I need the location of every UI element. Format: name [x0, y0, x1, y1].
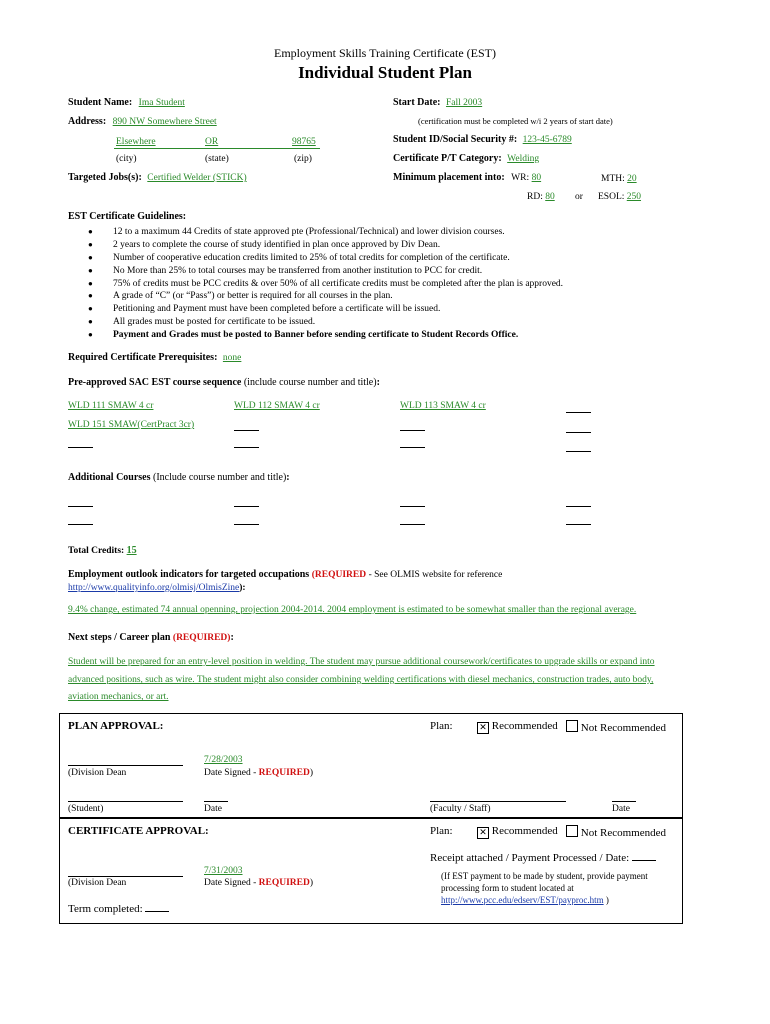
state-label: (state) [205, 154, 229, 164]
faculty-date-label: Date [612, 804, 630, 814]
targeted-jobs-label: Targeted Jobs(s): [68, 172, 142, 183]
course-2[interactable]: WLD 112 SMAW 4 cr [234, 401, 320, 411]
rd-label: RD: [527, 192, 543, 202]
next-steps-heading: Next steps / Career plan (REQUIRED): [68, 632, 234, 643]
wr-label: WR: [511, 173, 530, 183]
plan-approval-heading: PLAN APPROVAL: [68, 720, 164, 732]
guideline-item: ● 75% of credits must be PCC credits & over 50% of all certificate credits must be completed after the plan is approved. [88, 278, 708, 291]
mth-row [601, 174, 637, 184]
course-4[interactable]: WLD 151 SMAW(CertPract 3cr) [68, 420, 195, 430]
not-recommended-checkbox[interactable] [566, 720, 578, 732]
guidelines-heading: EST Certificate Guidelines: [68, 211, 187, 222]
esol-row [598, 192, 641, 202]
state-value[interactable]: OR [205, 137, 219, 147]
wr-value[interactable]: 80 [531, 173, 542, 183]
total-credits-label: Total Credits: [68, 546, 125, 556]
zip-label: (zip) [294, 154, 312, 164]
faculty-sign-label: (Faculty / Staff) [430, 804, 491, 814]
guideline-item: ● No More than 25% to total courses may be transferred from another institution to PCC for credit. [88, 265, 708, 278]
recommended-label: Recommended [491, 720, 558, 732]
student-date-label: Date [204, 804, 222, 814]
cert-required: REQUIRED [258, 878, 310, 888]
receipt-row [430, 852, 656, 864]
city-label: (city) [116, 154, 137, 164]
payment-link-row: http://www.pcc.edu/edserv/EST/payproc.htm ) [441, 895, 609, 905]
sequence-note: (include course number and title) [243, 377, 377, 388]
guideline-item: ● A grade of “C” (or “Pass”) or better is required for all courses in the plan. [88, 290, 708, 303]
guideline-item: ● Petitioning and Payment must have been completed before a certificate will be issued. [88, 303, 708, 316]
address-row [68, 116, 217, 127]
cert-dean-label: (Division Dean [68, 878, 127, 888]
start-date-row [393, 97, 482, 108]
category-label: Certificate P/T Category: [393, 153, 502, 164]
additional-heading: Additional Courses (Include course number and title): [68, 472, 290, 483]
placement-label: Minimum placement into: [393, 172, 505, 183]
or-text: or [575, 192, 583, 202]
zip-value[interactable]: 98765 [292, 137, 316, 147]
course-3[interactable]: WLD 113 SMAW 4 cr [400, 401, 486, 411]
plan-label: Plan: [430, 720, 453, 732]
esol-value[interactable]: 250 [626, 192, 642, 202]
course-1[interactable]: WLD 111 SMAW 4 cr [68, 401, 154, 411]
cert-recommended-option[interactable] [477, 825, 558, 839]
student-id-row [393, 134, 572, 145]
plan-dean-label: (Division Dean [68, 768, 127, 778]
prereq-value[interactable]: none [222, 353, 242, 363]
guideline-item: ● All grades must be posted for certificate to be issued. [88, 316, 708, 329]
plan-date-signed[interactable]: 7/28/2003 [204, 755, 243, 765]
mth-value[interactable]: 20 [627, 174, 637, 184]
guideline-item: ● Payment and Grades must be posted to Banner before sending certificate to Student Records Office. [88, 329, 708, 342]
outlook-label: Employment outlook indicators for targeted occupations [68, 569, 310, 580]
next-steps-label: Next steps / Career plan [68, 632, 171, 643]
total-credits-value[interactable]: 15 [126, 545, 137, 556]
next-steps-line-3[interactable]: aviation mechanics, or art. [68, 692, 169, 702]
cert-not-recommended-label: Not Recommended [580, 827, 666, 839]
address-label: Address: [68, 116, 107, 127]
cert-date-signed[interactable]: 7/31/2003 [204, 866, 243, 876]
cert-plan-label: Plan: [430, 825, 453, 837]
cert-recommended-checkbox[interactable]: ✕ [477, 827, 489, 839]
student-name-value[interactable]: Ima Student [138, 98, 185, 108]
receipt-label: Receipt attached / Payment Processed / Date: [430, 852, 630, 864]
student-id-value[interactable]: 123-45-6789 [522, 135, 572, 145]
prereq-row [68, 352, 241, 363]
plan-recommended-option[interactable] [477, 720, 558, 734]
student-sign-label: (Student) [68, 804, 104, 814]
guideline-item: ● Number of cooperative education credits limited to 25% of total credits for completion of the certificate. [88, 252, 708, 265]
outlook-heading [68, 569, 502, 580]
next-steps-required: (REQUIRED) [172, 633, 231, 643]
payment-note-1: (If EST payment to be made by student, provide payment [441, 871, 648, 881]
rd-row [527, 192, 555, 202]
outlook-note: - See OLMIS website for reference [368, 570, 503, 580]
term-completed-row [68, 903, 169, 915]
start-date-note: (certification must be completed w/i 2 years of start date) [418, 116, 613, 126]
outlook-required: (REQUIRED [311, 570, 367, 580]
start-date-label: Start Date: [393, 97, 441, 108]
total-credits-row [68, 545, 137, 556]
payment-note-2: processing form to student located at [441, 883, 574, 893]
term-completed-label: Term completed: [68, 903, 143, 915]
guidelines-list [88, 226, 708, 342]
cert-date-signed-row: Date Signed - REQUIRED) [204, 878, 313, 888]
sequence-heading: Pre-approved SAC EST course sequence (include course number and title): [68, 377, 380, 388]
category-row [393, 153, 539, 164]
cert-not-recommended-checkbox[interactable] [566, 825, 578, 837]
plan-required: REQUIRED [258, 768, 310, 778]
term-completed-field[interactable] [145, 910, 169, 912]
student-name-label: Student Name: [68, 97, 133, 108]
receipt-date-field[interactable] [632, 859, 656, 861]
outlook-link-row: http://www.qualityinfo.org/olmisj/OlmisZine): [68, 583, 246, 593]
targeted-jobs-row [68, 172, 247, 183]
cert-date-signed-label: Date Signed - [204, 878, 257, 888]
outlook-text[interactable]: 9.4% change, estimated 74 annual openning, projection 2004-2014. 2004 employment is estimated to be somewhat smaller than the regional average. [68, 605, 637, 615]
next-steps-line-2[interactable]: advanced positions, such as wire. The student might also consider combining welding certifications with diesel mechanics, construction trades, auto body, [68, 675, 654, 685]
plan-date-signed-label: Date Signed - [204, 768, 257, 778]
address-value[interactable]: 890 NW Somewhere Street [112, 117, 217, 127]
page-title: Individual Student Plan [298, 63, 472, 82]
next-steps-line-1[interactable]: Student will be prepared for an entry-level position in welding. The student may pursue additional coursework/certificates to upgrade skills or expand into [68, 657, 655, 667]
form-subtitle: Employment Skills Training Certificate (EST) [274, 46, 496, 60]
rd-value[interactable]: 80 [545, 192, 555, 202]
student-name-row [68, 97, 185, 108]
esol-label: ESOL: [598, 192, 625, 202]
targeted-jobs-value[interactable]: Certified Welder (STICK) [147, 173, 247, 183]
certificate-approval-heading: CERTIFICATE APPROVAL: [68, 825, 209, 837]
plan-not-recommended-option[interactable] [566, 720, 666, 734]
recommended-checkbox[interactable]: ✕ [477, 722, 489, 734]
mth-label: MTH: [601, 174, 625, 184]
sequence-label: Pre-approved SAC EST course sequence [68, 377, 242, 388]
guideline-item: ● 2 years to complete the course of study identified in plan once approved by Div Dean. [88, 239, 708, 252]
city-value[interactable]: Elsewhere [116, 137, 156, 147]
additional-label: Additional Courses [68, 472, 151, 483]
not-recommended-label: Not Recommended [580, 722, 666, 734]
student-id-label: Student ID/Social Security #: [393, 134, 518, 145]
olmis-link[interactable]: http://www.qualityinfo.org/olmisj/OlmisZine [68, 583, 240, 593]
additional-note: (Include course number and title) [153, 472, 287, 483]
guideline-item: ● 12 to a maximum 44 Credits of state approved pte (Professional/Technical) and lower division courses. [88, 226, 708, 239]
plan-date-signed-row: Date Signed - REQUIRED) [204, 768, 313, 778]
category-value[interactable]: Welding [507, 154, 540, 164]
prereq-label: Required Certificate Prerequisites: [68, 352, 218, 363]
placement-row [393, 172, 541, 183]
start-date-value[interactable]: Fall 2003 [445, 98, 483, 108]
cert-not-recommended-option[interactable] [566, 825, 666, 839]
payment-link[interactable]: http://www.pcc.edu/edserv/EST/payproc.htm [441, 895, 604, 905]
cert-recommended-label: Recommended [491, 825, 558, 837]
